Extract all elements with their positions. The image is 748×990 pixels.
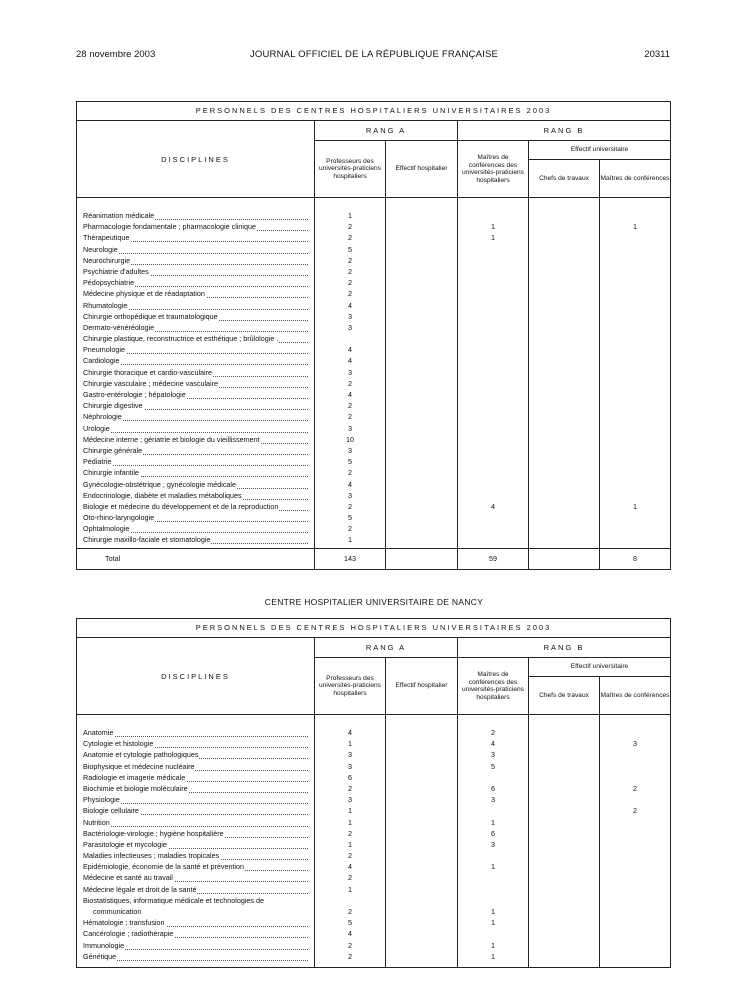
discipline-name: Maladies infectieuses ; maladies tropicales — [83, 850, 308, 861]
prof-value: 3 — [348, 445, 352, 455]
mcu-value: 6 — [491, 828, 495, 838]
prof-value: 2 — [348, 266, 352, 276]
prof-value: 1 — [348, 817, 352, 827]
disciplines-header: DISCIPLINES — [77, 121, 315, 198]
prof-column — [315, 715, 386, 968]
prof-value: 3 — [348, 322, 352, 332]
discipline-name: Chirurgie générale — [83, 445, 308, 456]
prof-value: 2 — [348, 501, 352, 511]
total-mcu: 59 — [458, 548, 529, 569]
mc-value — [600, 367, 670, 378]
mc-value — [600, 772, 670, 783]
mc-value — [600, 255, 670, 266]
discipline-name: Néphrologie — [83, 411, 308, 422]
prof-value: 3 — [348, 367, 352, 377]
prof-value: 4 — [348, 356, 352, 366]
discipline-name: Réanimation médicale — [83, 210, 308, 221]
mcu-value — [458, 467, 528, 478]
mcu-value — [458, 772, 528, 783]
prof-value: 2 — [348, 828, 352, 838]
prof-value: 1 — [348, 884, 352, 894]
mcu-value — [458, 456, 528, 467]
prof-value — [315, 333, 385, 344]
mc-value — [600, 749, 670, 760]
mc-column — [600, 715, 671, 968]
effectif-column — [386, 715, 458, 968]
mc-value — [600, 322, 670, 333]
header-title: JOURNAL OFFICIEL DE LA RÉPUBLIQUE FRANÇAISE — [249, 49, 499, 60]
chefs-column — [529, 715, 600, 968]
discipline-name: Biologie et médecine du développement et de la reproduction — [83, 501, 308, 512]
mc-value — [600, 311, 670, 322]
discipline-name: Pédiatrie — [83, 456, 308, 467]
mcu-value — [458, 400, 528, 411]
rang-a-header: RANG A — [315, 121, 458, 141]
mcu-value: 1 — [491, 233, 495, 243]
chefs-column — [529, 198, 600, 549]
mc-value: 2 — [633, 783, 637, 793]
prof-value: 5 — [348, 513, 352, 523]
mc-value — [600, 445, 670, 456]
prof-value: 4 — [348, 929, 352, 939]
mc-value — [600, 244, 670, 255]
rang-b-header: RANG B — [458, 638, 671, 658]
prof-value: 4 — [348, 390, 352, 399]
discipline-name: Anatomie et cytologie pathologiques — [83, 749, 308, 760]
discipline-name: Chirurgie digestive — [83, 400, 308, 411]
discipline-name: Cancérologie ; radiothérapie — [83, 928, 308, 939]
discipline-name: Physiologie — [83, 794, 308, 805]
discipline-name: Chirurgie vasculaire ; médecine vasculaire — [83, 378, 308, 389]
prof-value: 1 — [348, 535, 352, 545]
prof-value: 3 — [348, 761, 352, 771]
prof-value: 2 — [348, 906, 352, 916]
col-effectif-hospitalier: Effectif hospitalier — [386, 141, 458, 198]
prof-value: 4 — [348, 300, 352, 310]
prof-value: 2 — [348, 873, 352, 883]
mcu-value — [458, 389, 528, 400]
mcu-value — [458, 367, 528, 378]
col-maitres-conferences-uph: Maîtres de conférences des universités-praticiens hospitaliers — [458, 658, 529, 715]
mcu-value — [458, 244, 528, 255]
mc-value: 2 — [633, 806, 637, 816]
discipline-name: Ophtalmologie — [83, 523, 308, 534]
discipline-name: Urologie — [83, 423, 308, 434]
discipline-name: Nutrition — [83, 817, 308, 828]
prof-value: 2 — [348, 289, 352, 299]
rang-b-header: RANG B — [458, 121, 671, 141]
prof-value: 4 — [348, 728, 352, 737]
col-chefs-travaux: Chefs de travaux — [529, 677, 600, 715]
discipline-name: Gynécologie-obstétrique ; gynécologie médicale — [83, 479, 308, 490]
mc-value — [600, 378, 670, 389]
mcu-value: 1 — [491, 817, 495, 827]
mc-value — [600, 727, 670, 738]
col-effectif-hospitalier: Effectif hospitalier — [386, 658, 458, 715]
discipline-name: Chirurgie maxillo-faciale et stomatologie — [83, 534, 308, 545]
mcu-column — [458, 715, 529, 968]
discipline-name: Bactériologie-virologie ; hygiène hospitalière — [83, 828, 308, 839]
mcu-value — [458, 411, 528, 422]
mc-value — [600, 928, 670, 939]
total-effectif — [386, 548, 458, 569]
mcu-value: 3 — [491, 795, 495, 805]
col-professeurs: Professeurs des universités-praticiens hospitaliers — [315, 141, 386, 198]
mc-value — [600, 940, 670, 951]
discipline-name: Thérapeutique — [83, 232, 308, 243]
col-maitres-conferences: Maîtres de conférences — [600, 160, 671, 198]
prof-value: 2 — [348, 222, 352, 232]
header-date: 28 novembre 2003 — [76, 49, 156, 60]
mcu-value — [458, 445, 528, 456]
mc-value — [600, 389, 670, 400]
discipline-name: Médecine légale et droit de la santé — [83, 884, 308, 895]
mc-value — [600, 872, 670, 883]
total-mc: 8 — [600, 548, 671, 569]
total-prof: 143 — [315, 548, 386, 569]
discipline-name: Neurochirurgie — [83, 255, 308, 266]
discipline-name: Médecine physique et de réadaptation — [83, 288, 308, 299]
mcu-value: 1 — [491, 862, 495, 872]
prof-value: 1 — [348, 739, 352, 749]
mcu-value — [458, 534, 528, 545]
mc-value: 1 — [633, 501, 637, 511]
mcu-value — [458, 850, 528, 861]
mcu-value: 4 — [491, 501, 495, 511]
table-personnels-1 — [76, 101, 671, 570]
prof-value: 2 — [348, 524, 352, 534]
mc-value — [600, 523, 670, 534]
prof-value: 3 — [348, 423, 352, 433]
mcu-value — [458, 322, 528, 333]
mc-value: 1 — [633, 222, 637, 232]
mc-value — [600, 210, 670, 221]
mc-value — [600, 512, 670, 523]
prof-value: 2 — [348, 378, 352, 388]
mcu-value: 1 — [491, 222, 495, 232]
prof-value: 3 — [348, 750, 352, 760]
header-page-number: 20311 — [644, 49, 670, 60]
total-chefs — [529, 548, 600, 569]
mcu-value — [458, 490, 528, 501]
discipline-name: Génétique — [83, 951, 308, 962]
prof-value: 4 — [348, 862, 352, 872]
mcu-value: 1 — [491, 906, 495, 916]
prof-value: 3 — [348, 795, 352, 805]
mc-value — [600, 917, 670, 928]
mcu-value: 1 — [491, 940, 495, 950]
mcu-column — [458, 198, 529, 549]
mcu-value: 3 — [491, 839, 495, 849]
prof-value: 2 — [348, 401, 352, 411]
discipline-name: Chirurgie thoracique et cardio-vasculaire — [83, 367, 308, 378]
mcu-value — [458, 378, 528, 389]
disciplines-list — [77, 715, 315, 968]
discipline-name: Immunologie — [83, 940, 308, 951]
prof-value: 10 — [346, 434, 354, 444]
mc-value — [600, 456, 670, 467]
discipline-name: Anatomie — [83, 727, 308, 738]
discipline-name: Médecine et santé au travail — [83, 872, 308, 883]
mc-value — [600, 333, 670, 344]
discipline-name: Chirurgie infantile — [83, 467, 308, 478]
mc-value — [600, 884, 670, 895]
prof-value: 1 — [348, 839, 352, 849]
mcu-value — [458, 300, 528, 311]
mcu-value: 1 — [491, 918, 495, 928]
mc-value — [600, 817, 670, 828]
prof-value: 2 — [348, 951, 352, 961]
mcu-value — [458, 434, 528, 445]
mc-value — [600, 411, 670, 422]
mc-value — [600, 355, 670, 366]
mc-value — [600, 850, 670, 861]
disciplines-header: DISCIPLINES — [77, 638, 315, 715]
mcu-value — [458, 344, 528, 355]
prof-value: 3 — [348, 311, 352, 321]
mc-value — [600, 839, 670, 850]
mcu-value — [458, 355, 528, 366]
discipline-name: Parasitologie et mycologie — [83, 839, 308, 850]
col-chefs-travaux: Chefs de travaux — [529, 160, 600, 198]
effectif-column — [386, 198, 458, 549]
total-label: Total — [77, 548, 315, 569]
mc-value — [600, 895, 670, 917]
mcu-value — [458, 512, 528, 523]
mc-value — [600, 434, 670, 445]
prof-value: 6 — [348, 772, 352, 782]
discipline-name: Chirurgie plastique, reconstructrice et esthétique ; brûlologie . — [83, 333, 308, 344]
discipline-name: Pharmacologie fondamentale ; pharmacologie clinique — [83, 221, 308, 232]
col-maitres-conferences: Maîtres de conférences — [600, 677, 671, 715]
discipline-name: Chirurgie orthopédique et traumatologique — [83, 311, 308, 322]
mcu-value: 4 — [491, 739, 495, 749]
col-effectif-universitaire: Effectif universitaire — [529, 658, 671, 677]
prof-value: 2 — [348, 412, 352, 422]
discipline-name: Radiologie et imagerie médicale — [83, 772, 308, 783]
discipline-name: Gastro-entérologie ; hépatologie — [83, 389, 308, 400]
prof-value: 2 — [348, 940, 352, 950]
discipline-name: Pneumologie — [83, 344, 308, 355]
discipline-name: Médecine interne ; gériatrie et biologie du vieillissement — [83, 434, 308, 445]
prof-value: 2 — [348, 468, 352, 478]
mc-value — [600, 423, 670, 434]
col-professeurs: Professeurs des universités-praticiens hospitaliers — [315, 658, 386, 715]
discipline-name: Biochimie et biologie moléculaire — [83, 783, 308, 794]
mc-value: 3 — [633, 739, 637, 749]
mcu-value: 5 — [491, 761, 495, 771]
discipline-name: Cardiologie — [83, 355, 308, 366]
mcu-value: 1 — [491, 951, 495, 961]
prof-value: 2 — [348, 255, 352, 265]
discipline-name: Psychiatrie d'adultes — [83, 266, 308, 277]
discipline-name: Biostatistiques, informatique médicale et technologies de communication — [83, 895, 264, 917]
discipline-name: Epidémiologie, économie de la santé et prévention — [83, 861, 308, 872]
prof-value: 4 — [348, 479, 352, 489]
table-caption: PERSONNELS DES CENTRES HOSPITALIERS UNIVERSITAIRES 2003 — [77, 619, 671, 638]
prof-value: 5 — [348, 244, 352, 254]
mcu-value — [458, 928, 528, 939]
mc-value — [600, 828, 670, 839]
mcu-value — [458, 255, 528, 266]
mcu-value — [458, 805, 528, 816]
mcu-value — [458, 210, 528, 221]
prof-value: 2 — [348, 783, 352, 793]
mcu-value — [458, 333, 528, 344]
disciplines-list — [77, 198, 315, 549]
mcu-value — [458, 479, 528, 490]
discipline-name: Biophysique et médecine nucléaire — [83, 761, 308, 772]
mcu-value: 3 — [491, 750, 495, 760]
mc-value — [600, 761, 670, 772]
prof-value: 2 — [348, 233, 352, 243]
prof-value: 5 — [348, 457, 352, 467]
section-subtitle: CENTRE HOSPITALIER UNIVERSITAIRE DE NANCY — [264, 597, 484, 607]
prof-column — [315, 198, 386, 549]
mcu-value — [458, 523, 528, 534]
mc-value — [600, 490, 670, 501]
mc-value — [600, 479, 670, 490]
discipline-name: Hématologie ; transfusion — [83, 917, 308, 928]
page-header — [0, 49, 748, 63]
mcu-value — [458, 423, 528, 434]
total-row — [77, 548, 671, 569]
mc-value — [600, 951, 670, 962]
mc-value — [600, 344, 670, 355]
discipline-name: Dermato-vénéréologie — [83, 322, 308, 333]
prof-value: 2 — [348, 851, 352, 861]
mcu-value — [458, 311, 528, 322]
mcu-value: 6 — [491, 783, 495, 793]
table-personnels-2 — [76, 618, 671, 968]
discipline-name: Pédopsychiatrie — [83, 277, 308, 288]
mc-value — [600, 534, 670, 545]
prof-value: 3 — [348, 490, 352, 500]
mcu-value: 2 — [491, 728, 495, 737]
mc-column — [600, 198, 671, 549]
discipline-name: Neurologie — [83, 244, 308, 255]
table-caption: PERSONNELS DES CENTRES HOSPITALIERS UNIVERSITAIRES 2003 — [77, 102, 671, 121]
col-maitres-conferences-uph: Maîtres de conférences des universités-praticiens hospitaliers — [458, 141, 529, 198]
discipline-name: Endocrinologie, diabète et maladies métaboliques — [83, 490, 308, 501]
discipline-name: Cytologie et histologie — [83, 738, 308, 749]
mc-value — [600, 794, 670, 805]
rang-a-header: RANG A — [315, 638, 458, 658]
prof-value: 1 — [348, 806, 352, 816]
col-effectif-universitaire: Effectif universitaire — [529, 141, 671, 160]
prof-value: 2 — [348, 278, 352, 288]
discipline-name: Biologie cellulaire — [83, 805, 308, 816]
prof-value: 5 — [348, 918, 352, 928]
mcu-value — [458, 288, 528, 299]
prof-value: 4 — [348, 345, 352, 355]
discipline-name: Rhumatologie — [83, 300, 308, 311]
mc-value — [600, 232, 670, 243]
mcu-value — [458, 884, 528, 895]
mc-value — [600, 467, 670, 478]
prof-value: 1 — [348, 211, 352, 220]
mcu-value — [458, 872, 528, 883]
mc-value — [600, 861, 670, 872]
mc-value — [600, 277, 670, 288]
mc-value — [600, 300, 670, 311]
mc-value — [600, 266, 670, 277]
mcu-value — [458, 266, 528, 277]
mc-value — [600, 288, 670, 299]
discipline-name: Oto-rhino-laryngologie — [83, 512, 308, 523]
mc-value — [600, 400, 670, 411]
mcu-value — [458, 277, 528, 288]
